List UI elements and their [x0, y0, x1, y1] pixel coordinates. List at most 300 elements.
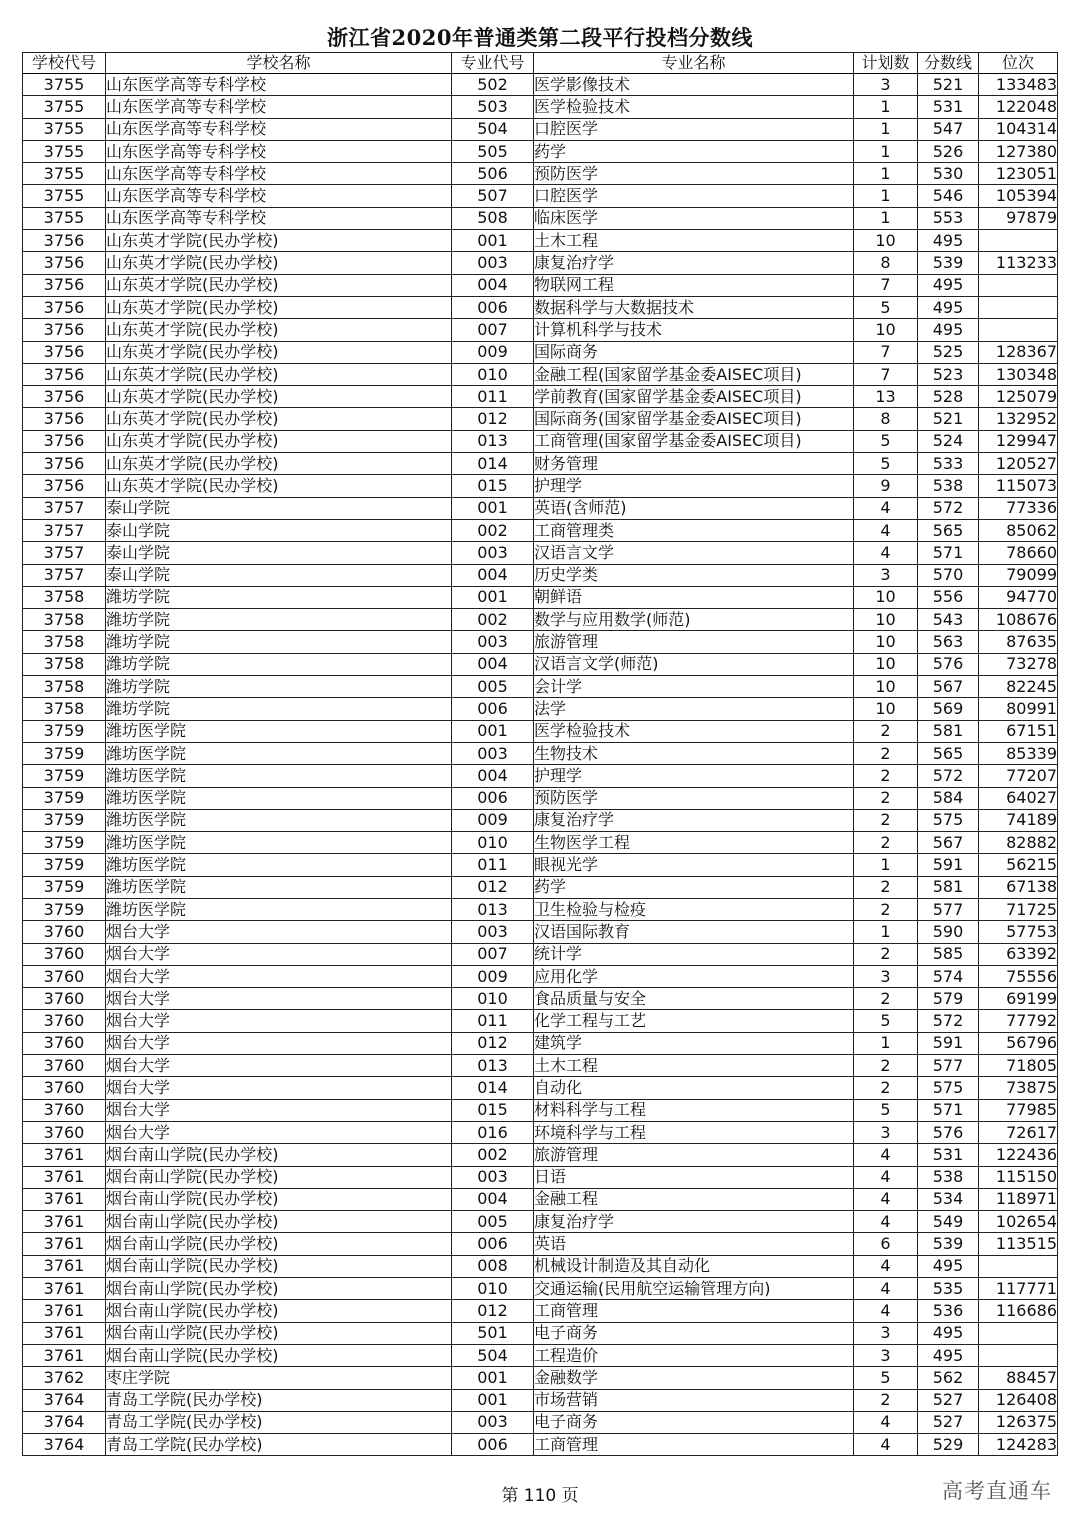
cell-school-code: 3759 [23, 854, 106, 876]
cell-rank: 122436 [979, 1144, 1058, 1166]
cell-school-name: 山东医学高等专科学校 [106, 163, 452, 185]
table-row [23, 207, 1058, 229]
table-row [23, 1300, 1058, 1322]
table-row [23, 341, 1058, 363]
cell-school-code: 3758 [23, 586, 106, 608]
cell-score-line: 591 [918, 1032, 979, 1054]
cell-major-code: 504 [452, 1344, 534, 1366]
cell-school-code: 3759 [23, 787, 106, 809]
cell-plan-count: 4 [854, 1255, 918, 1277]
cell-school-code: 3756 [23, 319, 106, 341]
table-row [23, 96, 1058, 118]
cell-major-code: 012 [452, 1032, 534, 1054]
cell-score-line: 527 [918, 1389, 979, 1411]
cell-score-line: 495 [918, 319, 979, 341]
cell-school-name: 山东英才学院(民办学校) [106, 453, 452, 475]
cell-major-name: 数据科学与大数据技术 [534, 296, 854, 318]
cell-school-name: 烟台大学 [106, 1010, 452, 1032]
cell-school-name: 烟台南山学院(民办学校) [106, 1322, 452, 1344]
cell-score-line: 562 [918, 1367, 979, 1389]
cell-school-code: 3761 [23, 1144, 106, 1166]
cell-school-name: 山东英才学院(民办学校) [106, 430, 452, 452]
cell-plan-count: 10 [854, 319, 918, 341]
table-row [23, 118, 1058, 140]
cell-school-name: 山东英才学院(民办学校) [106, 274, 452, 296]
cell-major-code: 004 [452, 1188, 534, 1210]
cell-school-code: 3762 [23, 1367, 106, 1389]
cell-major-name: 口腔医学 [534, 118, 854, 140]
header-major-code: 专业代号 [452, 53, 534, 74]
cell-plan-count: 2 [854, 898, 918, 920]
cell-major-code: 001 [452, 230, 534, 252]
cell-major-name: 康复治疗学 [534, 809, 854, 831]
cell-rank: 87635 [979, 631, 1058, 653]
cell-plan-count: 3 [854, 74, 918, 96]
cell-school-name: 山东英才学院(民办学校) [106, 408, 452, 430]
cell-plan-count: 5 [854, 1367, 918, 1389]
cell-rank: 113233 [979, 252, 1058, 274]
cell-score-line: 577 [918, 1055, 979, 1077]
cell-major-code: 002 [452, 519, 534, 541]
cell-score-line: 539 [918, 252, 979, 274]
cell-school-name: 山东英才学院(民办学校) [106, 475, 452, 497]
cell-plan-count: 2 [854, 720, 918, 742]
cell-school-name: 烟台南山学院(民办学校) [106, 1344, 452, 1366]
cell-plan-count: 2 [854, 1389, 918, 1411]
table-row [23, 453, 1058, 475]
cell-school-name: 潍坊医学院 [106, 832, 452, 854]
cell-major-code: 007 [452, 943, 534, 965]
cell-school-code: 3755 [23, 163, 106, 185]
cell-score-line: 538 [918, 1166, 979, 1188]
cell-rank: 117771 [979, 1278, 1058, 1300]
cell-major-code: 507 [452, 185, 534, 207]
cell-school-name: 烟台大学 [106, 1032, 452, 1054]
cell-school-name: 山东医学高等专科学校 [106, 207, 452, 229]
cell-rank: 75556 [979, 965, 1058, 987]
cell-plan-count: 5 [854, 1010, 918, 1032]
cell-plan-count: 2 [854, 787, 918, 809]
cell-major-name: 计算机科学与技术 [534, 319, 854, 341]
table-row [23, 653, 1058, 675]
cell-school-name: 潍坊医学院 [106, 876, 452, 898]
cell-rank: 85062 [979, 519, 1058, 541]
cell-score-line: 571 [918, 542, 979, 564]
table-row [23, 720, 1058, 742]
cell-major-code: 012 [452, 1300, 534, 1322]
cell-major-code: 504 [452, 118, 534, 140]
cell-major-name: 土木工程 [534, 1055, 854, 1077]
cell-plan-count: 8 [854, 408, 918, 430]
cell-score-line: 575 [918, 809, 979, 831]
cell-school-name: 山东英才学院(民办学校) [106, 341, 452, 363]
cell-score-line: 531 [918, 1144, 979, 1166]
cell-plan-count: 4 [854, 1188, 918, 1210]
cell-school-code: 3764 [23, 1411, 106, 1433]
cell-major-code: 006 [452, 698, 534, 720]
cell-rank: 82882 [979, 832, 1058, 854]
cell-plan-count: 2 [854, 876, 918, 898]
table-row [23, 230, 1058, 252]
table-row [23, 1434, 1058, 1456]
table-row [23, 1121, 1058, 1143]
cell-major-code: 003 [452, 1166, 534, 1188]
cell-major-code: 015 [452, 475, 534, 497]
cell-rank [979, 296, 1058, 318]
cell-major-name: 工商管理 [534, 1300, 854, 1322]
cell-rank: 67151 [979, 720, 1058, 742]
cell-plan-count: 1 [854, 118, 918, 140]
cell-school-name: 山东医学高等专科学校 [106, 118, 452, 140]
cell-school-code: 3761 [23, 1233, 106, 1255]
cell-major-code: 011 [452, 1010, 534, 1032]
table-row [23, 921, 1058, 943]
table-row [23, 1211, 1058, 1233]
watermark: 高考直通车 [942, 1479, 1052, 1503]
table-row [23, 185, 1058, 207]
cell-rank: 113515 [979, 1233, 1058, 1255]
table-row [23, 1032, 1058, 1054]
cell-major-name: 交通运输(民用航空运输管理方向) [534, 1278, 854, 1300]
cell-major-code: 003 [452, 631, 534, 653]
cell-school-name: 烟台南山学院(民办学校) [106, 1211, 452, 1233]
cell-plan-count: 6 [854, 1233, 918, 1255]
cell-school-code: 3756 [23, 408, 106, 430]
cell-major-name: 护理学 [534, 475, 854, 497]
table-row [23, 296, 1058, 318]
cell-rank: 129947 [979, 430, 1058, 452]
cell-major-code: 006 [452, 1233, 534, 1255]
cell-score-line: 572 [918, 765, 979, 787]
cell-major-code: 002 [452, 1144, 534, 1166]
table-row [23, 809, 1058, 831]
cell-school-name: 山东医学高等专科学校 [106, 96, 452, 118]
cell-school-code: 3759 [23, 765, 106, 787]
cell-rank: 102654 [979, 1211, 1058, 1233]
cell-score-line: 567 [918, 676, 979, 698]
cell-rank: 80991 [979, 698, 1058, 720]
cell-major-name: 工商管理类 [534, 519, 854, 541]
cell-major-name: 护理学 [534, 765, 854, 787]
cell-score-line: 539 [918, 1233, 979, 1255]
cell-school-code: 3759 [23, 809, 106, 831]
cell-major-code: 001 [452, 1389, 534, 1411]
cell-major-name: 金融数学 [534, 1367, 854, 1389]
cell-major-code: 004 [452, 274, 534, 296]
page-number: 第 110 页 [501, 1486, 579, 1506]
cell-major-code: 016 [452, 1121, 534, 1143]
table-row [23, 631, 1058, 653]
cell-major-name: 工商管理(国家留学基金委AISEC项目) [534, 430, 854, 452]
cell-rank: 108676 [979, 609, 1058, 631]
cell-major-name: 统计学 [534, 943, 854, 965]
cell-rank: 74189 [979, 809, 1058, 831]
cell-school-name: 烟台南山学院(民办学校) [106, 1166, 452, 1188]
cell-major-code: 010 [452, 832, 534, 854]
cell-plan-count: 1 [854, 1032, 918, 1054]
cell-major-code: 506 [452, 163, 534, 185]
cell-major-code: 001 [452, 720, 534, 742]
cell-school-name: 潍坊医学院 [106, 809, 452, 831]
cell-school-code: 3760 [23, 988, 106, 1010]
table-row [23, 1010, 1058, 1032]
cell-plan-count: 10 [854, 586, 918, 608]
cell-score-line: 538 [918, 475, 979, 497]
table-row [23, 988, 1058, 1010]
cell-school-name: 潍坊医学院 [106, 854, 452, 876]
cell-major-code: 010 [452, 363, 534, 385]
cell-major-name: 电子商务 [534, 1411, 854, 1433]
cell-school-code: 3761 [23, 1211, 106, 1233]
cell-major-name: 物联网工程 [534, 274, 854, 296]
header-major-name: 专业名称 [534, 53, 854, 74]
cell-plan-count: 5 [854, 1099, 918, 1121]
table-row [23, 876, 1058, 898]
cell-score-line: 584 [918, 787, 979, 809]
cell-major-name: 临床医学 [534, 207, 854, 229]
cell-score-line: 571 [918, 1099, 979, 1121]
cell-plan-count: 13 [854, 386, 918, 408]
table-row [23, 363, 1058, 385]
cell-major-code: 001 [452, 586, 534, 608]
cell-school-name: 潍坊学院 [106, 631, 452, 653]
table-row [23, 698, 1058, 720]
cell-plan-count: 10 [854, 676, 918, 698]
header-school-code: 学校代号 [23, 53, 106, 74]
table-row [23, 609, 1058, 631]
cell-score-line: 591 [918, 854, 979, 876]
cell-major-name: 口腔医学 [534, 185, 854, 207]
cell-score-line: 536 [918, 1300, 979, 1322]
cell-rank: 57753 [979, 921, 1058, 943]
cell-plan-count: 4 [854, 1411, 918, 1433]
cell-school-name: 潍坊医学院 [106, 742, 452, 764]
table-row [23, 74, 1058, 96]
cell-school-name: 烟台南山学院(民办学校) [106, 1144, 452, 1166]
cell-major-name: 应用化学 [534, 965, 854, 987]
cell-rank: 77792 [979, 1010, 1058, 1032]
cell-plan-count: 3 [854, 1344, 918, 1366]
cell-major-name: 康复治疗学 [534, 252, 854, 274]
cell-rank: 94770 [979, 586, 1058, 608]
cell-school-code: 3760 [23, 1010, 106, 1032]
cell-score-line: 495 [918, 274, 979, 296]
cell-major-code: 010 [452, 988, 534, 1010]
cell-score-line: 535 [918, 1278, 979, 1300]
cell-school-name: 潍坊医学院 [106, 787, 452, 809]
table-row [23, 1255, 1058, 1277]
cell-score-line: 572 [918, 497, 979, 519]
cell-school-code: 3758 [23, 698, 106, 720]
cell-major-code: 009 [452, 809, 534, 831]
cell-score-line: 576 [918, 653, 979, 675]
cell-major-name: 学前教育(国家留学基金委AISEC项目) [534, 386, 854, 408]
cell-plan-count: 7 [854, 341, 918, 363]
cell-major-name: 电子商务 [534, 1322, 854, 1344]
cell-major-code: 008 [452, 1255, 534, 1277]
cell-school-code: 3758 [23, 653, 106, 675]
cell-score-line: 529 [918, 1434, 979, 1456]
cell-school-name: 泰山学院 [106, 497, 452, 519]
cell-major-name: 朝鲜语 [534, 586, 854, 608]
cell-school-code: 3756 [23, 252, 106, 274]
cell-major-name: 医学检验技术 [534, 720, 854, 742]
cell-major-name: 预防医学 [534, 787, 854, 809]
table-row [23, 542, 1058, 564]
cell-major-name: 生物技术 [534, 742, 854, 764]
cell-rank: 73875 [979, 1077, 1058, 1099]
cell-major-code: 015 [452, 1099, 534, 1121]
cell-school-code: 3759 [23, 876, 106, 898]
cell-rank: 67138 [979, 876, 1058, 898]
cell-rank: 104314 [979, 118, 1058, 140]
cell-school-code: 3757 [23, 564, 106, 586]
header-school-name: 学校名称 [106, 53, 452, 74]
cell-major-name: 机械设计制造及其自动化 [534, 1255, 854, 1277]
cell-major-name: 环境科学与工程 [534, 1121, 854, 1143]
cell-major-code: 013 [452, 430, 534, 452]
cell-major-name: 国际商务(国家留学基金委AISEC项目) [534, 408, 854, 430]
table-row [23, 319, 1058, 341]
cell-score-line: 572 [918, 1010, 979, 1032]
cell-school-name: 烟台南山学院(民办学校) [106, 1255, 452, 1277]
cell-school-code: 3759 [23, 742, 106, 764]
cell-score-line: 565 [918, 519, 979, 541]
table-row [23, 140, 1058, 162]
cell-major-code: 013 [452, 898, 534, 920]
cell-score-line: 547 [918, 118, 979, 140]
cell-score-line: 495 [918, 1344, 979, 1366]
cell-school-name: 泰山学院 [106, 542, 452, 564]
cell-rank: 78660 [979, 542, 1058, 564]
cell-major-name: 药学 [534, 140, 854, 162]
cell-major-code: 006 [452, 787, 534, 809]
cell-score-line: 575 [918, 1077, 979, 1099]
cell-major-code: 003 [452, 252, 534, 274]
cell-major-name: 历史学类 [534, 564, 854, 586]
cell-school-name: 烟台大学 [106, 921, 452, 943]
cell-plan-count: 2 [854, 742, 918, 764]
cell-major-code: 012 [452, 408, 534, 430]
table-row [23, 1233, 1058, 1255]
cell-school-code: 3758 [23, 676, 106, 698]
cell-rank: 64027 [979, 787, 1058, 809]
cell-major-name: 英语(含师范) [534, 497, 854, 519]
cell-plan-count: 2 [854, 988, 918, 1010]
table-row [23, 676, 1058, 698]
table-row [23, 1166, 1058, 1188]
cell-school-name: 潍坊学院 [106, 698, 452, 720]
cell-school-name: 烟台大学 [106, 1099, 452, 1121]
cell-plan-count: 1 [854, 163, 918, 185]
table-row [23, 386, 1058, 408]
cell-school-code: 3755 [23, 140, 106, 162]
cell-school-code: 3761 [23, 1322, 106, 1344]
cell-score-line: 546 [918, 185, 979, 207]
cell-school-code: 3756 [23, 386, 106, 408]
cell-rank: 73278 [979, 653, 1058, 675]
cell-rank: 126408 [979, 1389, 1058, 1411]
cell-score-line: 569 [918, 698, 979, 720]
cell-major-name: 旅游管理 [534, 631, 854, 653]
cell-school-name: 山东医学高等专科学校 [106, 74, 452, 96]
table-row [23, 898, 1058, 920]
cell-plan-count: 5 [854, 430, 918, 452]
cell-plan-count: 3 [854, 1121, 918, 1143]
cell-rank [979, 1255, 1058, 1277]
cell-major-name: 建筑学 [534, 1032, 854, 1054]
cell-rank: 56215 [979, 854, 1058, 876]
table-row [23, 519, 1058, 541]
cell-score-line: 574 [918, 965, 979, 987]
table-row [23, 1188, 1058, 1210]
cell-major-code: 005 [452, 676, 534, 698]
cell-major-name: 医学影像技术 [534, 74, 854, 96]
cell-score-line: 556 [918, 586, 979, 608]
table-row [23, 854, 1058, 876]
cell-major-name: 财务管理 [534, 453, 854, 475]
cell-major-code: 003 [452, 1411, 534, 1433]
table-row [23, 1144, 1058, 1166]
cell-plan-count: 9 [854, 475, 918, 497]
table-row [23, 1278, 1058, 1300]
cell-school-code: 3755 [23, 207, 106, 229]
cell-plan-count: 10 [854, 653, 918, 675]
cell-rank: 127380 [979, 140, 1058, 162]
cell-school-code: 3761 [23, 1188, 106, 1210]
table-row [23, 1389, 1058, 1411]
cell-rank: 125079 [979, 386, 1058, 408]
cell-major-name: 国际商务 [534, 341, 854, 363]
cell-rank: 115150 [979, 1166, 1058, 1188]
cell-school-code: 3764 [23, 1389, 106, 1411]
cell-major-name: 英语 [534, 1233, 854, 1255]
cell-plan-count: 2 [854, 1055, 918, 1077]
cell-school-code: 3759 [23, 720, 106, 742]
table-body [23, 74, 1058, 1456]
cell-major-name: 数学与应用数学(师范) [534, 609, 854, 631]
cell-school-code: 3757 [23, 497, 106, 519]
cell-major-name: 眼视光学 [534, 854, 854, 876]
cell-rank: 126375 [979, 1411, 1058, 1433]
cell-score-line: 553 [918, 207, 979, 229]
cell-school-code: 3756 [23, 363, 106, 385]
cell-school-name: 山东英才学院(民办学校) [106, 296, 452, 318]
cell-school-code: 3760 [23, 1077, 106, 1099]
cell-plan-count: 2 [854, 832, 918, 854]
cell-major-name: 汉语言文学 [534, 542, 854, 564]
cell-school-name: 青岛工学院(民办学校) [106, 1434, 452, 1456]
cell-school-code: 3761 [23, 1278, 106, 1300]
cell-major-name: 生物医学工程 [534, 832, 854, 854]
cell-school-name: 烟台大学 [106, 943, 452, 965]
cell-major-name: 化学工程与工艺 [534, 1010, 854, 1032]
cell-rank: 77985 [979, 1099, 1058, 1121]
cell-rank: 130348 [979, 363, 1058, 385]
cell-rank: 72617 [979, 1121, 1058, 1143]
cell-rank: 122048 [979, 96, 1058, 118]
cell-rank: 85339 [979, 742, 1058, 764]
cell-major-code: 012 [452, 876, 534, 898]
cell-school-code: 3760 [23, 1099, 106, 1121]
cell-major-name: 会计学 [534, 676, 854, 698]
cell-plan-count: 10 [854, 698, 918, 720]
table-row [23, 163, 1058, 185]
cell-plan-count: 2 [854, 809, 918, 831]
cell-major-code: 009 [452, 965, 534, 987]
cell-school-name: 山东英才学院(民办学校) [106, 386, 452, 408]
cell-rank: 56796 [979, 1032, 1058, 1054]
